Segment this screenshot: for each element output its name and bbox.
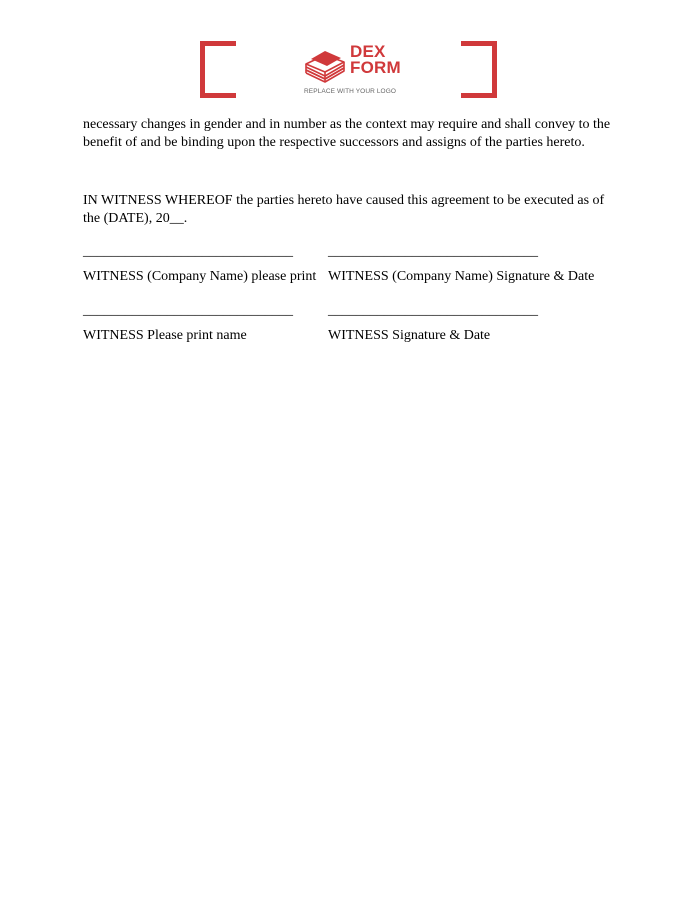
signature-line: ______________________________: [83, 244, 293, 259]
logo-word-line2: FORM: [350, 58, 401, 77]
body-paragraph-witness-clause: IN WITNESS WHEREOF the parties hereto have caused this agreement to be executed as of the (DATE), 20__.: [83, 193, 605, 226]
signature-line: ______________________________: [83, 303, 293, 318]
body-paragraph-continuation: necessary changes in gender and in number as the context may require and shall convey to the benefit of and be binding upon the respective successors and assigns of the parties hereto.: [83, 117, 611, 150]
witness-company-signature-label: WITNESS (Company Name) Signature & Date: [328, 269, 595, 284]
logo-wordmark: [350, 44, 401, 76]
left-bracket-decoration: [200, 41, 236, 98]
logo-tagline: REPLACE WITH YOUR LOGO: [304, 88, 397, 95]
right-bracket-decoration: [461, 41, 497, 98]
logo-header: [0, 0, 696, 110]
witness-print-name-label: WITNESS Please print name: [83, 328, 247, 343]
signature-line: ______________________________: [328, 244, 538, 259]
witness-signature-label: WITNESS Signature & Date: [328, 328, 491, 343]
logo-word-line1: DEX: [350, 42, 386, 61]
stacked-papers-icon: [303, 46, 347, 86]
witness-company-print-label: WITNESS (Company Name) please print: [83, 269, 317, 284]
signature-line: ______________________________: [328, 303, 538, 318]
